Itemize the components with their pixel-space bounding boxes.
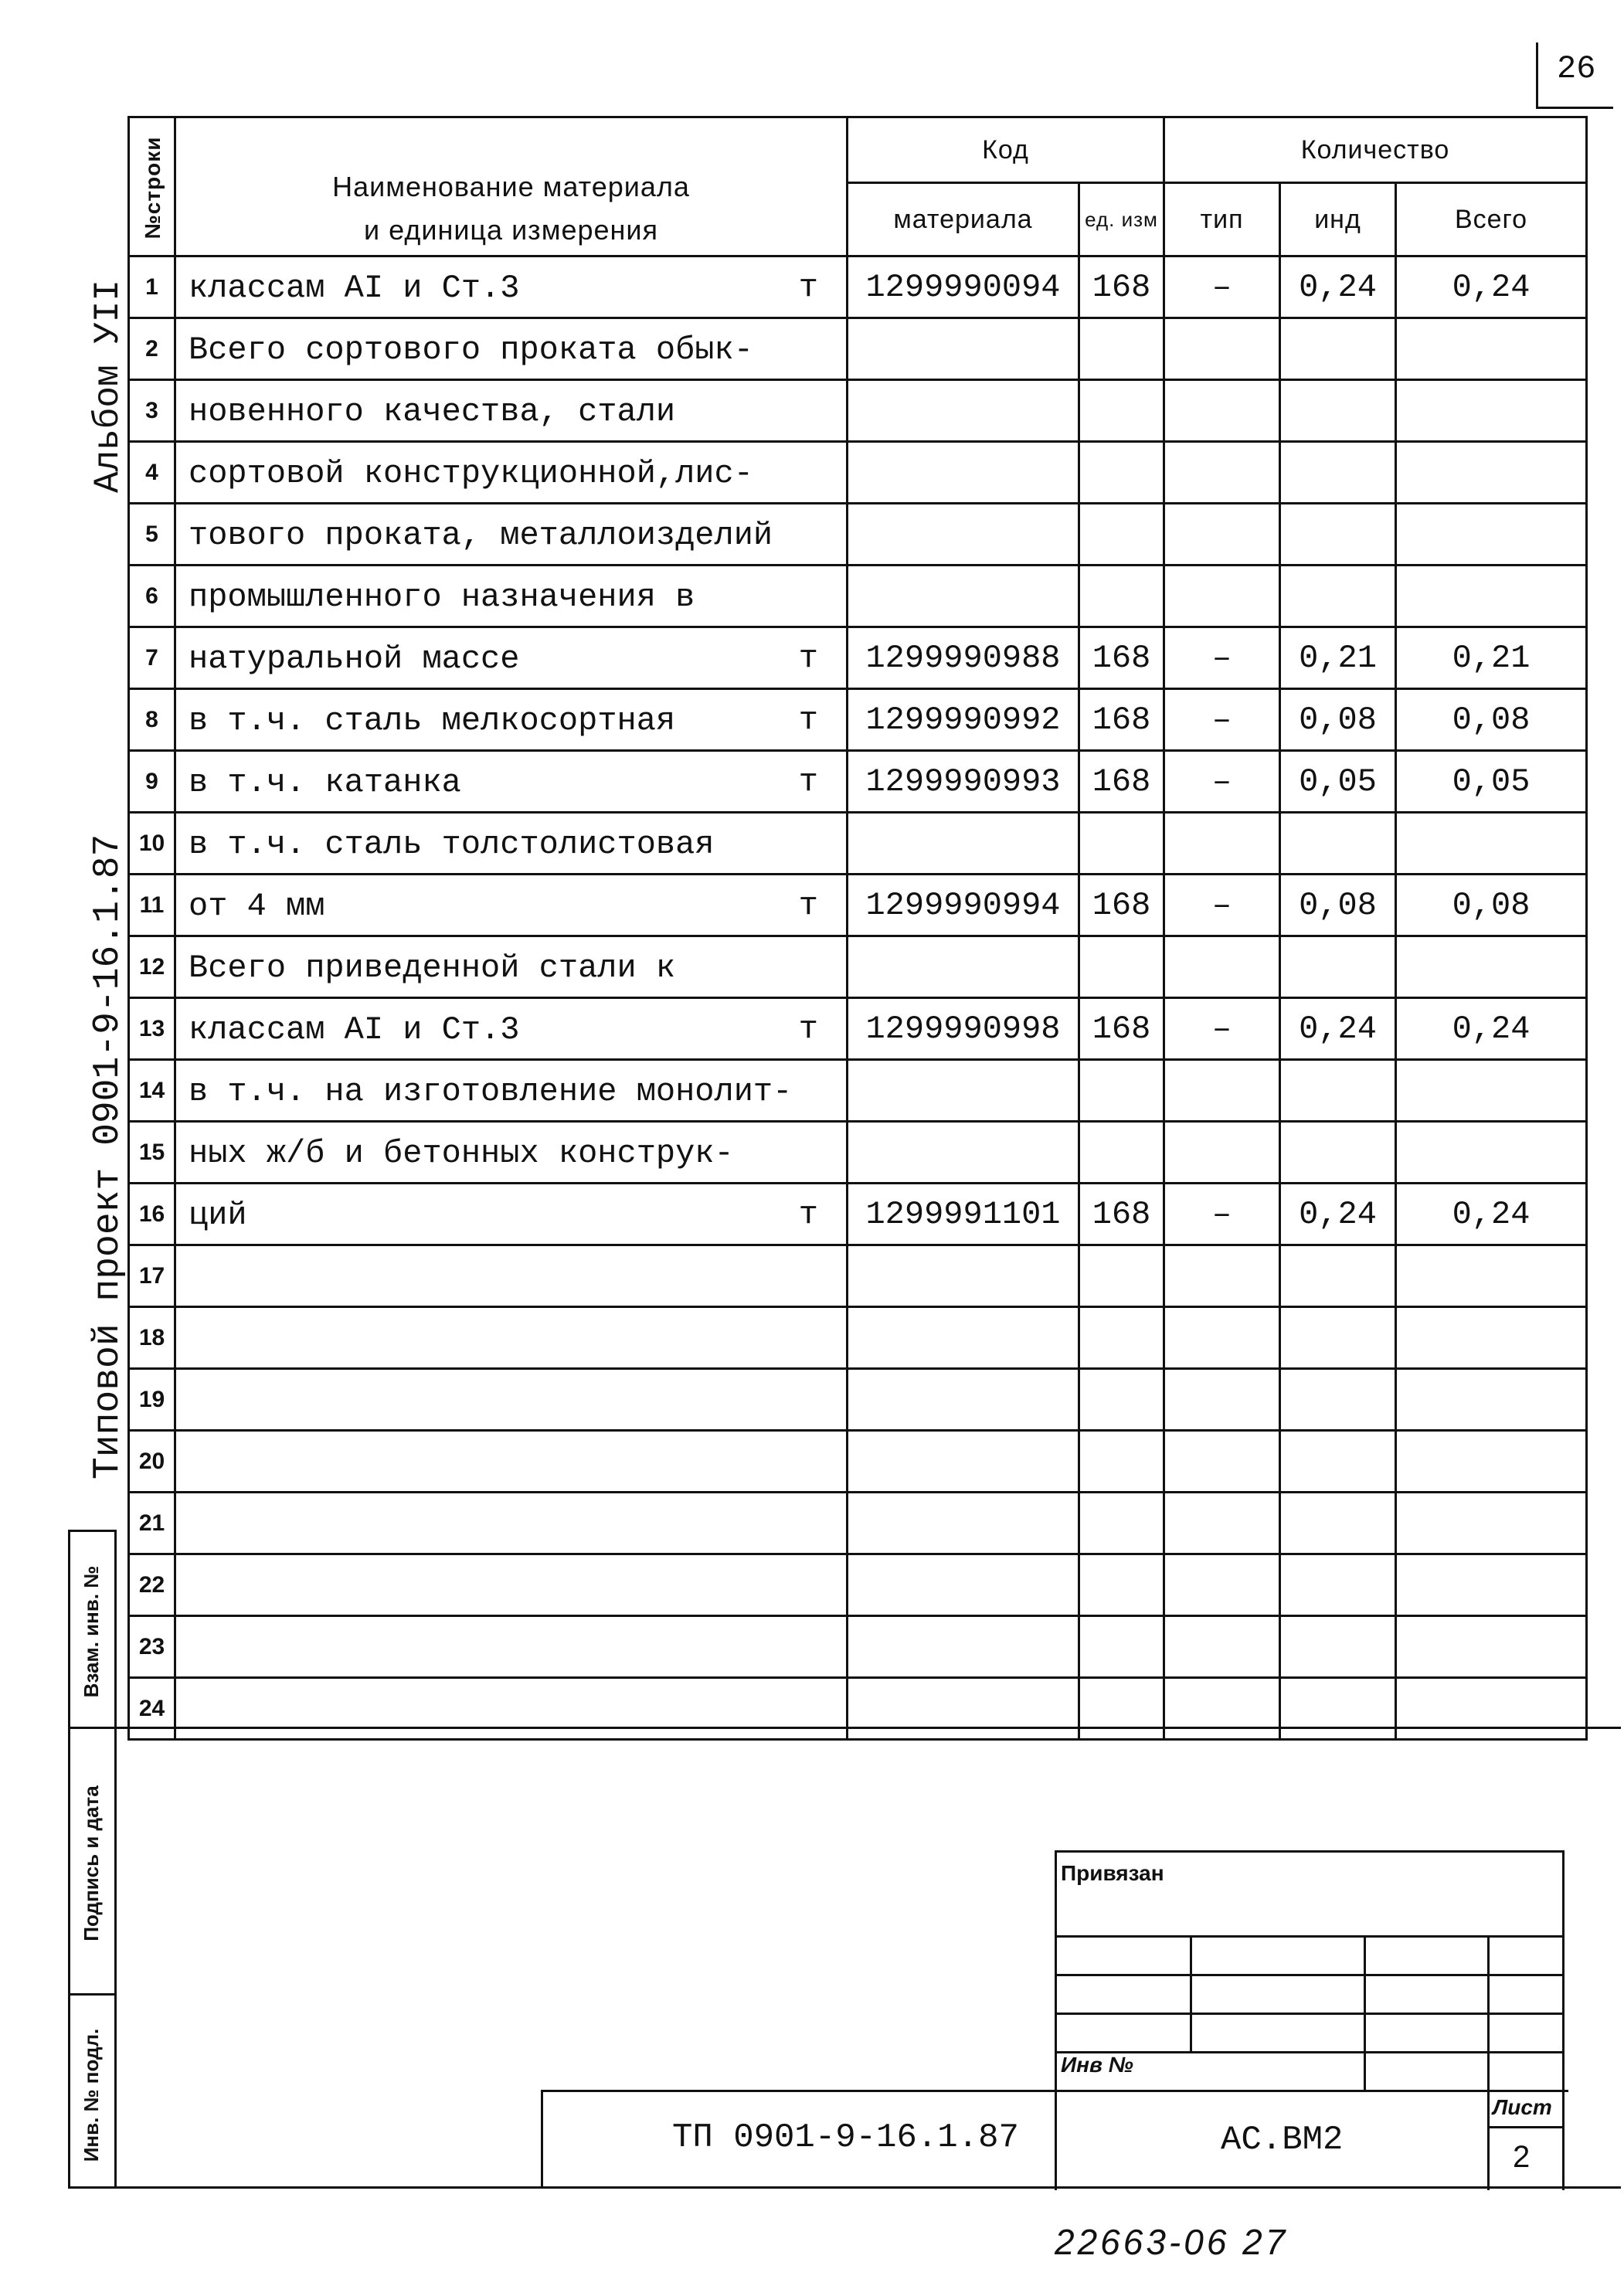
table-row <box>129 1122 1587 1184</box>
unit-code-cell <box>1079 1122 1164 1184</box>
material-code-cell <box>848 1493 1079 1554</box>
qty-total-cell: 0,24 <box>1396 1184 1587 1245</box>
name-header-text: Наименование материала и единица измерения <box>332 170 690 246</box>
unit-code-cell <box>1079 380 1164 442</box>
qty-type-cell <box>1164 1122 1280 1184</box>
unit-code-cell <box>1079 1678 1164 1740</box>
qty-total-cell: 0,21 <box>1396 627 1587 689</box>
signature-date-label: Подпись и дата <box>80 1785 103 1941</box>
material-name: промышленного назначения в <box>189 579 695 616</box>
stamp-border <box>1562 1850 1565 2190</box>
ind-header: инд <box>1280 183 1396 256</box>
qty-total-cell <box>1396 1616 1587 1678</box>
name-header <box>175 117 848 256</box>
table-row <box>129 1184 1587 1245</box>
unit-code-cell <box>1079 813 1164 875</box>
unit-code-cell <box>1079 1616 1164 1678</box>
qty-total-cell: 0,24 <box>1396 256 1587 318</box>
material-code-cell <box>848 442 1079 504</box>
qty-total-cell <box>1396 1554 1587 1616</box>
material-code-cell <box>848 1616 1079 1678</box>
unit-code-cell <box>1079 566 1164 627</box>
unit-code-cell <box>1079 1554 1164 1616</box>
qty-ind-cell <box>1280 380 1396 442</box>
material-name: классам AI и Ст.3 <box>189 1011 520 1048</box>
material-code-cell <box>848 1245 1079 1307</box>
table-row <box>129 998 1587 1060</box>
album-title: Альбом УII <box>88 279 128 494</box>
qty-type-cell: – <box>1164 875 1280 936</box>
material-name: натуральной массе <box>189 640 520 678</box>
material-name: тового проката, металлоизделий <box>189 517 773 554</box>
material-name: сортовой конструкционной,лис- <box>189 455 753 492</box>
row-number-cell: 5 <box>129 504 175 566</box>
qty-ind-cell <box>1280 1369 1396 1431</box>
material-code-cell <box>848 1060 1079 1122</box>
material-code-cell <box>848 1369 1079 1431</box>
row-number-cell: 2 <box>129 318 175 380</box>
qty-ind-cell: 0,24 <box>1280 998 1396 1060</box>
table-row <box>129 627 1587 689</box>
qty-type-cell <box>1164 318 1280 380</box>
qty-type-cell <box>1164 1678 1280 1740</box>
material-code-cell <box>848 813 1079 875</box>
row-number-cell: 9 <box>129 751 175 813</box>
stamp-col-line <box>1364 1935 1366 2090</box>
stamp-border <box>1055 1850 1057 2190</box>
table-row <box>129 689 1587 751</box>
material-name-cell <box>175 1122 848 1184</box>
sheet-label: Лист <box>1493 2095 1552 2119</box>
qty-type-cell <box>1164 1307 1280 1369</box>
table-row <box>129 442 1587 504</box>
qty-total-cell <box>1396 1678 1587 1740</box>
qty-ind-cell <box>1280 1307 1396 1369</box>
qty-type-cell <box>1164 566 1280 627</box>
unit-code-cell <box>1079 1245 1164 1307</box>
qty-type-cell <box>1164 504 1280 566</box>
measure-unit: т <box>798 763 818 800</box>
material-name-cell <box>175 751 848 813</box>
unit-code-cell <box>1079 1307 1164 1369</box>
qty-ind-cell <box>1280 318 1396 380</box>
table-row <box>129 256 1587 318</box>
material-name-cell <box>175 875 848 936</box>
unit-code-cell <box>1079 504 1164 566</box>
qty-ind-cell <box>1280 1678 1396 1740</box>
qty-total-cell <box>1396 1122 1587 1184</box>
row-number-cell: 21 <box>129 1493 175 1554</box>
unit-code-cell: 168 <box>1079 875 1164 936</box>
code-header: Код <box>848 117 1164 183</box>
qty-total-cell: 0,08 <box>1396 875 1587 936</box>
material-name: ций <box>189 1197 247 1234</box>
material-code-cell <box>848 1678 1079 1740</box>
row-number-cell: 20 <box>129 1431 175 1493</box>
qty-total-cell <box>1396 813 1587 875</box>
qty-type-cell <box>1164 1369 1280 1431</box>
stamp-border <box>1055 1850 1565 1853</box>
unit-code-cell: 168 <box>1079 689 1164 751</box>
row-number-cell: 24 <box>129 1678 175 1740</box>
qty-total-cell <box>1396 1493 1587 1554</box>
material-name-cell <box>175 256 848 318</box>
qty-total-cell: 0,24 <box>1396 998 1587 1060</box>
material-name-cell <box>175 936 848 998</box>
code-unit-header: ед. изм <box>1079 183 1164 256</box>
material-name-cell <box>175 1307 848 1369</box>
qty-total-cell <box>1396 1060 1587 1122</box>
qty-total-cell <box>1396 1369 1587 1431</box>
material-name-cell <box>175 380 848 442</box>
qty-total-cell <box>1396 1245 1587 1307</box>
qty-total-cell <box>1396 566 1587 627</box>
stamp-col-line <box>1487 1935 1490 2190</box>
quantity-header: Количество <box>1164 117 1587 183</box>
replace-inv-label: Взам. инв. № <box>80 1565 103 1698</box>
qty-ind-cell <box>1280 442 1396 504</box>
row-number-cell: 10 <box>129 813 175 875</box>
document-code: АС.ВМ2 <box>1221 2121 1344 2159</box>
material-name-cell <box>175 1493 848 1554</box>
row-number-cell: 8 <box>129 689 175 751</box>
margin-strip-line <box>114 1530 117 2188</box>
qty-ind-cell <box>1280 1493 1396 1554</box>
material-name: в т.ч. на изготовление монолит- <box>189 1073 793 1110</box>
unit-code-cell: 168 <box>1079 998 1164 1060</box>
qty-type-cell <box>1164 442 1280 504</box>
qty-type-cell <box>1164 1060 1280 1122</box>
qty-ind-cell: 0,08 <box>1280 875 1396 936</box>
material-name: классам AI и Ст.3 <box>189 270 520 307</box>
total-header: Всего <box>1396 183 1587 256</box>
qty-ind-cell <box>1280 1431 1396 1493</box>
project-title: Типовой проект 0901-9-16.1.87 <box>87 834 129 1479</box>
qty-ind-cell: 0,24 <box>1280 256 1396 318</box>
unit-code-cell: 168 <box>1079 751 1164 813</box>
row-number-cell: 3 <box>129 380 175 442</box>
material-name-cell <box>175 318 848 380</box>
material-code-cell <box>848 1307 1079 1369</box>
qty-type-cell <box>1164 813 1280 875</box>
material-code-cell: 1299990994 <box>848 875 1079 936</box>
material-name-cell <box>175 1245 848 1307</box>
inv-label: Инв № <box>1061 2053 1133 2077</box>
qty-ind-cell <box>1280 1616 1396 1678</box>
qty-type-cell <box>1164 1616 1280 1678</box>
qty-total-cell <box>1396 442 1587 504</box>
table-row <box>129 1616 1587 1678</box>
designation: ТП 0901-9-16.1.87 <box>672 2118 1019 2157</box>
table-row <box>129 566 1587 627</box>
material-name: от 4 мм <box>189 888 325 925</box>
material-name: в т.ч. катанка <box>189 764 461 801</box>
unit-code-cell <box>1079 936 1164 998</box>
unit-code-cell: 168 <box>1079 627 1164 689</box>
row-no-header <box>129 117 175 256</box>
designation-top-line <box>541 2090 1568 2092</box>
qty-ind-cell <box>1280 566 1396 627</box>
row-number-cell: 4 <box>129 442 175 504</box>
stamp-col-line <box>1190 1935 1192 2051</box>
unit-code-cell: 168 <box>1079 1184 1164 1245</box>
row-number-cell: 15 <box>129 1122 175 1184</box>
unit-code-cell <box>1079 318 1164 380</box>
row-number-cell: 7 <box>129 627 175 689</box>
material-name-cell <box>175 813 848 875</box>
table-row <box>129 1554 1587 1616</box>
measure-unit: т <box>798 1010 818 1048</box>
material-code-cell: 1299990998 <box>848 998 1079 1060</box>
row-number-cell: 14 <box>129 1060 175 1122</box>
row-number-cell: 22 <box>129 1554 175 1616</box>
unit-code-cell <box>1079 1369 1164 1431</box>
table-row <box>129 1493 1587 1554</box>
qty-ind-cell <box>1280 936 1396 998</box>
qty-ind-cell: 0,08 <box>1280 689 1396 751</box>
qty-ind-cell <box>1280 1554 1396 1616</box>
material-name: ных ж/б и бетонных конструк- <box>189 1135 734 1172</box>
material-name-cell <box>175 627 848 689</box>
qty-ind-cell <box>1280 813 1396 875</box>
qty-ind-cell <box>1280 1245 1396 1307</box>
qty-type-cell <box>1164 1431 1280 1493</box>
qty-total-cell <box>1396 1431 1587 1493</box>
table-row <box>129 813 1587 875</box>
unit-code-cell <box>1079 1493 1164 1554</box>
qty-ind-cell: 0,24 <box>1280 1184 1396 1245</box>
material-name: новенного качества, стали <box>189 393 676 430</box>
material-code-cell <box>848 1122 1079 1184</box>
qty-type-cell: – <box>1164 627 1280 689</box>
row-number-cell: 11 <box>129 875 175 936</box>
qty-ind-cell: 0,05 <box>1280 751 1396 813</box>
table-row <box>129 1678 1587 1740</box>
registration-number: 22663-06 27 <box>1055 2222 1289 2262</box>
row-number-cell: 17 <box>129 1245 175 1307</box>
qty-ind-cell <box>1280 504 1396 566</box>
qty-type-cell <box>1164 1245 1280 1307</box>
qty-total-cell: 0,08 <box>1396 689 1587 751</box>
qty-type-cell: – <box>1164 998 1280 1060</box>
material-name: Всего приведенной стали к <box>189 949 676 987</box>
material-name-cell <box>175 1678 848 1740</box>
material-code-cell <box>848 1554 1079 1616</box>
qty-type-cell: – <box>1164 1184 1280 1245</box>
qty-type-cell <box>1164 1493 1280 1554</box>
material-code-cell: 1299990988 <box>848 627 1079 689</box>
qty-total-cell <box>1396 1307 1587 1369</box>
row-number-cell: 12 <box>129 936 175 998</box>
qty-type-cell: – <box>1164 689 1280 751</box>
row-number-cell: 16 <box>129 1184 175 1245</box>
unit-code-cell <box>1079 1060 1164 1122</box>
material-name-cell <box>175 442 848 504</box>
material-name-cell <box>175 504 848 566</box>
table-row <box>129 380 1587 442</box>
material-code-cell <box>848 380 1079 442</box>
material-name-cell <box>175 1060 848 1122</box>
table-row <box>129 1245 1587 1307</box>
material-name-cell <box>175 1184 848 1245</box>
row-number-cell: 1 <box>129 256 175 318</box>
material-code-cell <box>848 566 1079 627</box>
table-row <box>129 1431 1587 1493</box>
qty-total-cell <box>1396 504 1587 566</box>
material-name-cell <box>175 1554 848 1616</box>
qty-type-cell <box>1164 1554 1280 1616</box>
unit-code-cell <box>1079 1431 1164 1493</box>
row-number-cell: 23 <box>129 1616 175 1678</box>
qty-ind-cell <box>1280 1122 1396 1184</box>
material-name: Всего сортового проката обык- <box>189 331 753 369</box>
qty-type-cell: – <box>1164 256 1280 318</box>
qty-ind-cell: 0,21 <box>1280 627 1396 689</box>
qty-total-cell <box>1396 380 1587 442</box>
material-name-cell <box>175 1616 848 1678</box>
material-name: в т.ч. сталь толстолистовая <box>189 826 715 863</box>
table-row <box>129 504 1587 566</box>
row-number-cell: 6 <box>129 566 175 627</box>
qty-total-cell: 0,05 <box>1396 751 1587 813</box>
row-number-cell: 19 <box>129 1369 175 1431</box>
material-code-cell <box>848 318 1079 380</box>
measure-unit: т <box>798 639 818 677</box>
qty-ind-cell <box>1280 1060 1396 1122</box>
table-row <box>129 1307 1587 1369</box>
row-number-cell: 18 <box>129 1307 175 1369</box>
row-no-header-text: №строки <box>141 136 165 239</box>
material-name-cell <box>175 1431 848 1493</box>
table-row <box>129 1060 1587 1122</box>
unit-code-cell <box>1079 442 1164 504</box>
page-number: 26 <box>1557 50 1596 87</box>
designation-left-line <box>541 2090 543 2189</box>
table-row <box>129 1369 1587 1431</box>
measure-unit: т <box>798 886 818 924</box>
table-row <box>129 751 1587 813</box>
measure-unit: т <box>798 268 818 306</box>
qty-type-cell <box>1164 936 1280 998</box>
type-header: тип <box>1164 183 1280 256</box>
code-material-header: материала <box>848 183 1079 256</box>
material-code-cell: 1299990094 <box>848 256 1079 318</box>
qty-total-cell <box>1396 318 1587 380</box>
qty-type-cell <box>1164 380 1280 442</box>
margin-strip-line <box>68 1530 70 2188</box>
material-code-cell <box>848 504 1079 566</box>
material-code-cell <box>848 1431 1079 1493</box>
material-name-cell <box>175 1369 848 1431</box>
table-row <box>129 318 1587 380</box>
corner-divider <box>1536 42 1538 108</box>
material-name-cell <box>175 689 848 751</box>
unit-code-cell: 168 <box>1079 256 1164 318</box>
material-code-cell: 1299990993 <box>848 751 1079 813</box>
table-row <box>129 875 1587 936</box>
linked-label: Привязан <box>1061 1861 1164 1885</box>
material-name-cell <box>175 566 848 627</box>
qty-type-cell: – <box>1164 751 1280 813</box>
material-code-cell: 1299990992 <box>848 689 1079 751</box>
sheet-number: 2 <box>1513 2140 1531 2174</box>
table-row <box>129 936 1587 998</box>
row-number-cell: 13 <box>129 998 175 1060</box>
material-code-cell: 1299991101 <box>848 1184 1079 1245</box>
material-name-cell <box>175 998 848 1060</box>
measure-unit: т <box>798 1195 818 1233</box>
sheet-divider <box>1487 2126 1565 2128</box>
measure-unit: т <box>798 701 818 739</box>
qty-total-cell <box>1396 936 1587 998</box>
inv-no-label: Инв. № подл. <box>80 2028 103 2162</box>
corner-divider <box>1536 107 1613 109</box>
material-name: в т.ч. сталь мелкосортная <box>189 702 676 739</box>
spec-table <box>127 116 1588 1741</box>
material-code-cell <box>848 936 1079 998</box>
